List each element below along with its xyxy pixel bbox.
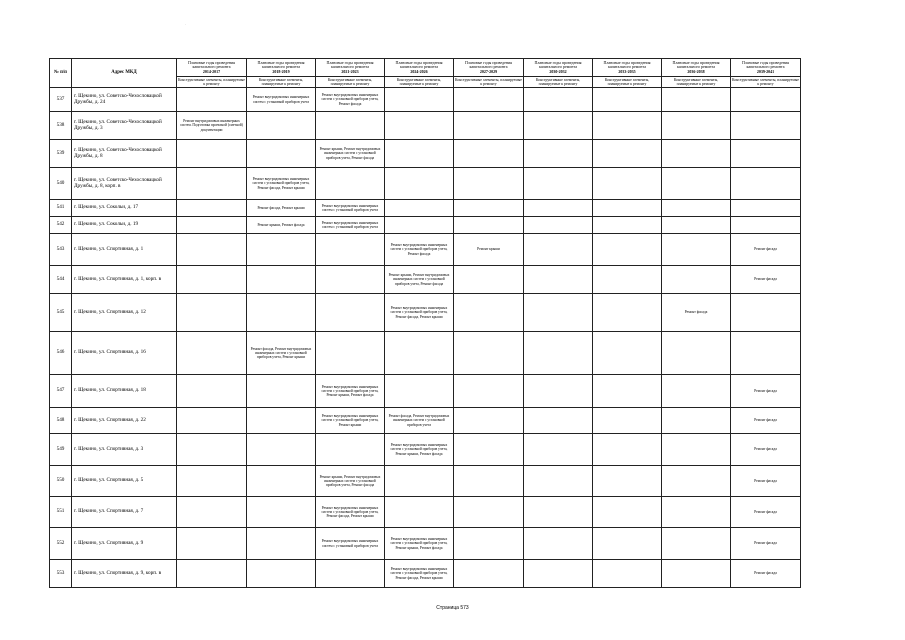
repair-works-cell [593,434,662,466]
repair-works-cell [177,217,247,234]
repair-works-cell [662,266,731,294]
header-period-title: Плановые годы проведения капитального ремонта [672,59,720,70]
repair-works-cell [177,408,247,434]
header-period-title: Плановые годы проведения капитального ремонта [534,59,582,70]
repair-works-cell [662,408,731,434]
repair-works-cell: Ремонт внутридомовых инженерных систем с установкой приборов учета, Ремонт фасада [316,88,385,112]
row-number: 549 [50,434,72,466]
repair-works-cell [385,332,454,375]
table-row [50,497,801,528]
repair-works-cell: Ремонт внутридомовых инженерных систем с установкой приборов учета, Ремонт фасада [385,234,454,266]
repair-works-cell [524,434,593,466]
repair-works-cell: Ремонт крыши, Ремонт внутридомовых инженерных систем с установкой приборов учета, Ремонт фасада [316,140,385,168]
repair-works-cell: Ремонт внутридомовых инженерных систем. Подготовка проектной (сметной) документации [177,112,247,140]
repair-works-cell [385,466,454,497]
repair-works-cell [731,332,801,375]
repair-works-cell [247,294,316,332]
repair-works-cell [524,560,593,588]
repair-works-cell: Ремонт внутридомовых инженерных систем с установкой приборов учета, Ремонт крыши, Ремонт фасада [385,434,454,466]
header-period-subtitle: Конструктивные элементы, планируемые к ремонту [247,77,316,88]
header-period-subtitle: Конструктивные элементы, планируемые к ремонту [316,77,385,88]
repair-works-cell: Ремонт фасада [731,528,801,560]
repair-works-cell [454,168,524,200]
repair-works-cell: Ремонт крыши [454,234,524,266]
repair-works-cell [524,266,593,294]
row-address: г. Щекино, ул. Спортивная, д. 18 [72,375,177,408]
repair-works-cell: Ремонт внутридомовых инженерных систем с установкой приборов учета, Ремонт фасада, Ремонт крыши [385,560,454,588]
repair-works-cell [524,88,593,112]
repair-works-cell [177,332,247,375]
repair-works-cell [177,200,247,217]
header-period-years: 2027-2029 [479,68,498,74]
repair-works-cell [662,140,731,168]
repair-works-cell [593,217,662,234]
repair-works-cell [524,112,593,140]
repair-works-cell [247,497,316,528]
row-number: 547 [50,375,72,408]
row-number: 546 [50,332,72,375]
repair-works-cell [662,332,731,375]
repair-works-cell [524,528,593,560]
row-address: г. Щекино, ул. Советско-Чехословацкой Дружбы, д. 3 [72,112,177,140]
row-address: г. Щекино, ул. Советско-Чехословацкой Дружбы, д. 8, корп. в [72,168,177,200]
table-row [50,266,801,294]
repair-works-cell [177,266,247,294]
header-period-title: Плановые годы проведения капитального ремонта [465,59,512,70]
repair-works-cell [662,200,731,217]
row-number: 542 [50,217,72,234]
header-period [177,59,247,77]
repair-works-cell [593,375,662,408]
repair-works-cell [593,294,662,332]
repair-works-cell: Ремонт фасада [731,466,801,497]
repair-works-cell [247,234,316,266]
header-period-subtitle: Конструктивные элементы, планируемые к ремонту [385,77,454,88]
repair-works-cell [454,332,524,375]
repair-schedule-table [49,58,801,588]
repair-works-cell: Ремонт внутридомовых инженерных систем с установкой приборов учета, Ремонт крыши, Ремонт фасада [316,375,385,408]
repair-works-cell [593,466,662,497]
repair-works-cell: Ремонт внутридомовых инженерных систем с установкой приборов учета, Ремонт крыши [316,408,385,434]
repair-works-cell: Ремонт фасада [731,497,801,528]
repair-works-cell [662,375,731,408]
table-row [50,234,801,266]
header-period [385,59,454,77]
repair-works-cell: Ремонт фасада [731,234,801,266]
table-row [50,408,801,434]
header-period-subtitle: Конструктивные элементы, планируемые к ремонту [662,77,731,88]
row-number: 551 [50,497,72,528]
header-period [731,59,801,77]
repair-works-cell [454,200,524,217]
repair-works-cell [593,234,662,266]
repair-works-cell [593,140,662,168]
page-number: Страница 573 [436,605,469,611]
row-number: 553 [50,560,72,588]
repair-works-cell [524,375,593,408]
repair-works-cell: Ремонт внутридомовых инженерных систем с установкой приборов учета [316,528,385,560]
table-row [50,528,801,560]
scan-mark: . [185,21,186,26]
row-address: г. Щекино, ул. Спортивная, д. 12 [72,294,177,332]
repair-works-cell [731,112,801,140]
repair-works-cell [731,200,801,217]
repair-works-cell: Ремонт внутридомовых инженерных систем с установкой приборов учета [316,217,385,234]
header-period-years: 2033-2035 [618,68,636,74]
repair-works-cell [454,294,524,332]
repair-works-cell [593,88,662,112]
row-number: 548 [50,408,72,434]
header-period-years: 2018-2019 [272,68,290,74]
repair-works-cell [177,466,247,497]
repair-works-cell [593,332,662,375]
header-period [662,59,731,77]
repair-works-cell [385,200,454,217]
header-period-years: 2014-2017 [202,68,221,74]
repair-works-cell [385,140,454,168]
repair-works-cell [524,332,593,375]
header-num: № п/п [50,59,72,88]
repair-works-cell [524,497,593,528]
repair-works-cell [454,140,524,168]
repair-works-cell [177,434,247,466]
row-number: 537 [50,88,72,112]
repair-works-cell [662,434,731,466]
table-row [50,294,801,332]
repair-works-cell [177,168,247,200]
header-period [316,59,385,77]
row-number: 541 [50,200,72,217]
repair-works-cell [593,408,662,434]
row-number: 552 [50,528,72,560]
repair-works-cell [593,168,662,200]
repair-works-cell [662,497,731,528]
repair-works-cell: Ремонт внутридомовых инженерных систем с установкой приборов учета, Ремонт фасада, Ремонт крыши [385,294,454,332]
row-address: г. Щекино, ул. Сокольи, д. 19 [72,217,177,234]
table-row [50,466,801,497]
repair-works-cell: Ремонт крыши, Ремонт фасада [247,217,316,234]
repair-works-cell [316,434,385,466]
repair-works-cell [385,168,454,200]
repair-works-cell [454,434,524,466]
repair-works-cell: Ремонт крыши, Ремонт внутридомовых инженерных систем с установкой приборов учета, Ремонт фасада [385,266,454,294]
header-period-title: Плановые годы проведения капитального ремонта [742,59,789,70]
repair-works-cell [316,294,385,332]
repair-works-cell [177,88,247,112]
header-period-title: Плановые годы проведения капитального ремонта [188,59,235,70]
header-period [593,59,662,77]
repair-works-cell: Ремонт крыши, Ремонт внутридомовых инженерных систем с установкой приборов учета, Ремонт фасада [316,466,385,497]
repair-works-cell [454,88,524,112]
row-address: г. Щекино, ул. Спортивная, д. 16 [72,332,177,375]
repair-works-cell [524,466,593,497]
row-number: 544 [50,266,72,294]
repair-works-cell: Ремонт внутридомовых инженерных систем с установкой приборов учета, Ремонт крыши, Ремонт фасада [385,528,454,560]
header-period-subtitle: Конструктивные элементы, планируемые к ремонту [593,77,662,88]
repair-works-cell [247,528,316,560]
repair-works-cell: Ремонт внутридомовых инженерных систем с установкой приборов учета, Ремонт фасада, Ремонт крыши [316,497,385,528]
repair-works-cell [524,408,593,434]
row-number: 545 [50,294,72,332]
repair-works-cell [662,528,731,560]
header-period-years: 2030-2032 [549,68,567,74]
repair-works-cell [662,217,731,234]
header-period-subtitle: Конструктивные элементы, планируемые к ремонту [732,77,799,86]
repair-works-cell [524,200,593,217]
repair-works-cell [454,408,524,434]
table-row [50,200,801,217]
row-address: г. Щекино, ул. Спортивная, д. 7 [72,497,177,528]
repair-works-cell: Ремонт фасада, Ремонт крыши [247,200,316,217]
row-address: г. Щекино, ул. Сокольи, д. 17 [72,200,177,217]
repair-works-cell [454,466,524,497]
row-address: г. Щекино, ул. Спортивная, д. 3 [72,434,177,466]
repair-works-cell [454,497,524,528]
header-period-title: Плановые годы проведения капитального ремонта [603,59,651,70]
repair-works-cell: Ремонт фасада [731,408,801,434]
header-period-subtitle: Конструктивные элементы, планируемые к ремонту [524,77,593,88]
row-number: 538 [50,112,72,140]
repair-works-cell [177,234,247,266]
table-row [50,88,801,112]
header-period [454,59,524,77]
header-period-subtitle: Конструктивные элементы, планируемые к ремонту [455,77,522,86]
repair-works-cell [247,560,316,588]
row-number: 539 [50,140,72,168]
repair-works-cell [316,560,385,588]
repair-works-cell [662,466,731,497]
repair-works-cell [454,266,524,294]
repair-works-cell [524,168,593,200]
repair-works-cell [454,112,524,140]
table-row [50,375,801,408]
repair-works-cell [177,528,247,560]
row-address: г. Щекино, ул. Советско-Чехословацкой Дружбы, д. 24 [72,88,177,112]
repair-works-cell [454,560,524,588]
repair-works-cell: Ремонт фасада [731,266,801,294]
repair-works-cell: Ремонт фасада, Ремонт внутридомовых инженерных систем с установкой приборов учета [385,408,454,434]
row-address: г. Щекино, ул. Спортивная, д. 1 [72,234,177,266]
repair-works-cell: Ремонт фасада [731,560,801,588]
table-row [50,140,801,168]
row-address: г. Щекино, ул. Спортивная, д. 1, корп. в [72,266,177,294]
repair-works-cell [731,168,801,200]
repair-works-cell [316,168,385,200]
repair-works-cell [385,497,454,528]
repair-works-cell [662,168,731,200]
repair-works-cell [593,560,662,588]
repair-works-cell [731,140,801,168]
repair-works-cell [593,266,662,294]
repair-works-cell [316,234,385,266]
header-period-title: Плановые годы проведения капитального ремонта [257,59,305,70]
repair-works-cell [593,528,662,560]
row-number: 543 [50,234,72,266]
repair-works-cell [247,408,316,434]
repair-works-cell [662,234,731,266]
repair-works-cell [731,88,801,112]
repair-works-cell [524,140,593,168]
header-period-subtitle: Конструктивные элементы, планируемые к ремонту [178,77,245,86]
repair-works-cell [247,112,316,140]
header-period-years: 2021-2023 [341,68,359,74]
header-address: Адрес МКД [72,59,177,88]
repair-works-cell [454,375,524,408]
repair-works-cell: Ремонт фасада [731,375,801,408]
row-address: г. Щекино, ул. Спортивная, д. 9 [72,528,177,560]
repair-works-cell [316,332,385,375]
repair-works-cell [177,140,247,168]
repair-works-cell [247,434,316,466]
header-period-years: 2024-2026 [410,68,428,74]
repair-works-cell [316,266,385,294]
repair-works-cell: Ремонт фасада, Ремонт внутридомовых инженерных систем с установкой приборов учета, Ремонт крыши [247,332,316,375]
repair-works-cell: Ремонт внутридомовых инженерных систем с установкой приборов учета [247,88,316,112]
header-period-years: 2039-2041 [756,68,775,74]
repair-works-cell [454,528,524,560]
repair-works-cell [385,375,454,408]
repair-works-cell [177,294,247,332]
header-period [247,59,316,77]
row-address: г. Щекино, ул. Спортивная, д. 22 [72,408,177,434]
repair-works-cell [247,375,316,408]
repair-works-cell [593,200,662,217]
table-row [50,332,801,375]
repair-works-cell: Ремонт внутридомовых инженерных систем с установкой приборов учета, Ремонт фасада, Ремонт крыши [247,168,316,200]
repair-works-cell [177,497,247,528]
repair-works-cell [662,112,731,140]
header-period-years: 2036-2038 [687,68,705,74]
repair-works-cell: Ремонт фасада [662,294,731,332]
repair-works-cell [385,217,454,234]
repair-works-cell [662,560,731,588]
repair-works-cell [524,234,593,266]
header-period-title: Плановые годы проведения капитального ремонта [326,59,374,70]
row-address: г. Щекино, ул. Спортивная, д. 9, корп. в [72,560,177,588]
repair-works-cell [247,266,316,294]
repair-works-cell [524,294,593,332]
repair-works-cell [177,375,247,408]
repair-works-cell [593,497,662,528]
repair-works-cell [385,112,454,140]
repair-works-cell [316,112,385,140]
repair-works-cell [662,88,731,112]
table-row [50,112,801,140]
repair-works-cell [247,140,316,168]
repair-works-cell [247,466,316,497]
repair-works-cell [731,294,801,332]
table-row [50,217,801,234]
repair-works-cell [524,217,593,234]
row-number: 540 [50,168,72,200]
repair-works-cell: Ремонт фасада [731,434,801,466]
header-period [524,59,593,77]
row-address: г. Щекино, ул. Советско-Чехословацкой Дружбы, д. 8 [72,140,177,168]
table-row [50,434,801,466]
header-period-title: Плановые годы проведения капитального ремонта [395,59,443,70]
table-row [50,560,801,588]
repair-works-cell [177,560,247,588]
row-number: 550 [50,466,72,497]
repair-works-cell [593,112,662,140]
repair-works-cell [731,217,801,234]
table-row [50,168,801,200]
repair-works-cell: Ремонт внутридомовых инженерных систем с установкой приборов учета [316,200,385,217]
row-address: г. Щекино, ул. Спортивная, д. 5 [72,466,177,497]
repair-works-cell [454,217,524,234]
repair-works-cell [385,88,454,112]
